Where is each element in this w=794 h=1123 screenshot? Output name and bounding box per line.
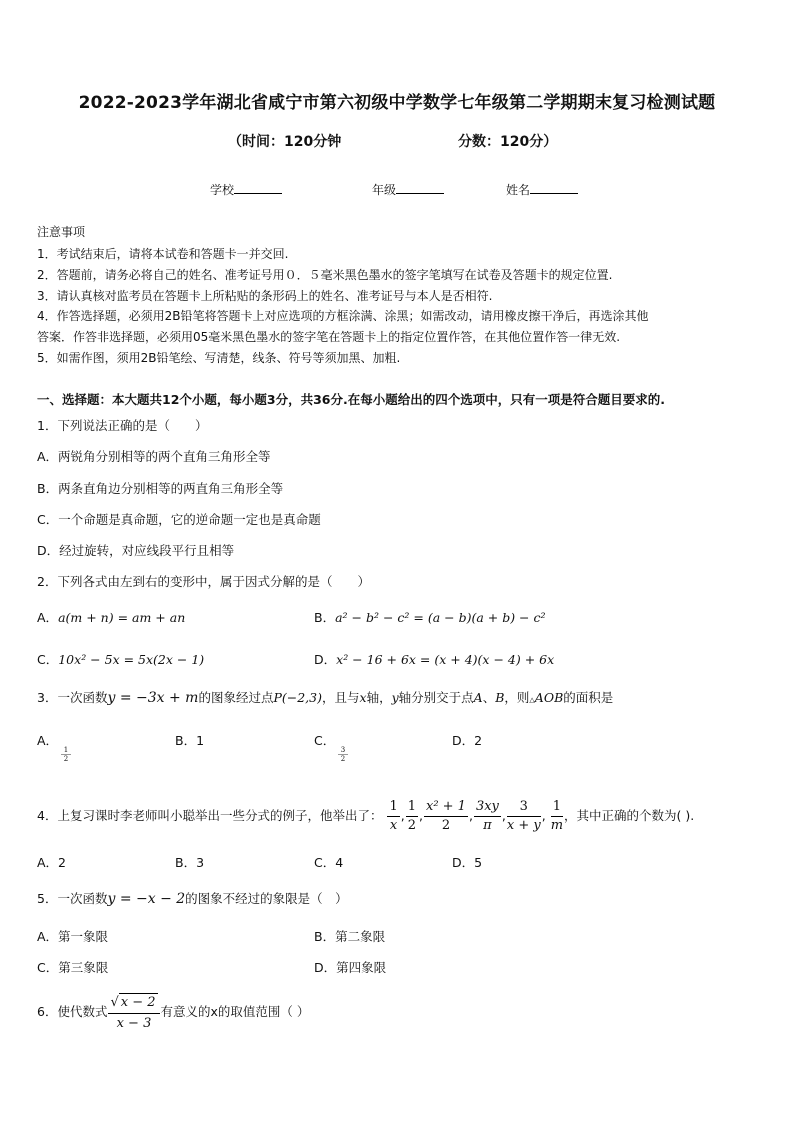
school-label: 学校: [210, 183, 235, 197]
stem-text: 轴，: [366, 690, 392, 705]
fraction-numerator: 1: [551, 799, 563, 817]
question-4-option-a: A．2: [37, 855, 67, 870]
question-4-option-b: B．3: [175, 855, 205, 870]
question-1-option-b: B．两条直角边分别相等的两直角三角形全等: [37, 481, 284, 496]
triangle-name: AOB: [534, 690, 564, 705]
school-blank: [234, 181, 282, 194]
stem-text: ，则: [504, 690, 530, 705]
school-field: [210, 181, 282, 198]
fraction-example: [474, 799, 501, 834]
radical-fraction: [108, 993, 159, 1033]
stem-text: 的面积是: [563, 690, 614, 705]
fraction-numerator: 1: [387, 799, 399, 817]
stem-text: 5．一次函数: [37, 891, 108, 906]
fraction-numerator: [108, 993, 159, 1014]
tiny-fraction-three-halves: [338, 746, 348, 764]
fraction-example: [551, 799, 563, 834]
question-2-stem: 2．下列各式由左到右的变形中，属于因式分解的是（ ）: [37, 574, 370, 589]
question-2-option-a: [37, 608, 185, 626]
question-1-option-c: C．一个命题是真命题，它的逆命题一定也是真命题: [37, 512, 321, 527]
point-expression: P(−2,3): [273, 690, 322, 705]
question-5-option-a: A．第一象限: [37, 929, 109, 944]
point-a: A: [473, 690, 483, 705]
question-4-option-d: D．5: [452, 855, 483, 870]
fraction-numerator: 1: [61, 746, 71, 755]
exam-title: 2022-2023学年湖北省咸宁市第六初级中学数学七年级第二学期期末复习检测试题: [78, 93, 716, 113]
question-4-option-c: C．4: [314, 855, 344, 870]
question-1-option-d: D．经过旋转，对应线段平行且相等: [37, 543, 235, 558]
question-2-option-d: [314, 650, 554, 668]
question-6-stem: [37, 990, 309, 1034]
note-item: 2．答题前，请务必将自己的姓名、准考证号用０．５毫米黑色墨水的签字笔填写在试卷及答题卡的规定位置.: [37, 268, 613, 282]
var-y: y: [391, 690, 399, 705]
grade-blank: [396, 181, 444, 194]
function-expression: y = −3x + m: [107, 690, 199, 706]
note-item: 答案．作答非选择题，必须用05毫米黑色墨水的签字笔在答题卡上的指定位置作答，在其他位置作答一律无效.: [37, 330, 621, 344]
name-blank: [530, 181, 578, 194]
question-3-option-a: A．: [37, 733, 59, 748]
var-x: x: [359, 690, 367, 705]
question-1-option-a: A．两锐角分别相等的两个直角三角形全等: [37, 449, 271, 464]
option-letter: A．: [37, 610, 59, 625]
fraction-numerator: x² + 1: [424, 799, 468, 817]
fraction-example: [424, 799, 468, 834]
section-heading: 一、选择题：本大题共12个小题，每小题3分，共36分.在每小题给出的四个选项中，只有一项是符合题目要求的.: [37, 392, 665, 407]
question-4-stem: 4．上复习课时李老师叫小聪举出一些分式的例子，他举出了： $\frac{1}{x}$ , $\frac{1}{2}$ , $\frac{\text{x² + 1}}{2}$ , $\frac{3xy}{\pi}$ , $\frac{3}{x + y}$ , $\frac{1}{m}$ ，其中正确的个数为( ).: [37, 799, 695, 833]
fraction-numerator: 3xy: [474, 799, 501, 817]
point-b: B: [495, 690, 505, 705]
stem-text: 的图象经过点: [198, 690, 274, 705]
question-3-option-c: C．: [314, 733, 336, 748]
option-expression: 10x² − 5x = 5x(2x − 1): [58, 652, 205, 667]
fraction-example: [507, 799, 541, 834]
time-label: （时间：120分钟: [228, 134, 342, 150]
note-item: 3．请认真核对监考员在答题卡上所粘贴的条形码上的姓名、准考证号与本人是否相符.: [37, 289, 493, 303]
fraction-denominator: 2: [340, 755, 346, 763]
triangle-symbol: △: [529, 696, 535, 704]
question-5-option-d: D．第四象限: [314, 960, 387, 975]
option-expression: a(m + n) = am + an: [58, 610, 186, 625]
fraction-denominator: π: [483, 818, 492, 833]
grade-field: [372, 181, 444, 198]
stem-text: 6．使代数式: [37, 1004, 108, 1019]
fraction-denominator: x − 3: [116, 1015, 152, 1031]
stem-text: 3．一次函数: [37, 690, 108, 705]
fraction-numerator: 1: [406, 799, 418, 817]
option-letter: C．: [37, 652, 59, 667]
stem-text: ，其中正确的个数为( ).: [564, 808, 695, 823]
question-3-option-b: B．1: [175, 733, 205, 748]
question-5-option-b: B．第二象限: [314, 929, 386, 944]
option-letter: D．: [314, 652, 337, 667]
question-1-stem: 1．下列说法正确的是（ ）: [37, 418, 208, 433]
option-expression: a² − b² − c² = (a − b)(a + b) − c²: [335, 610, 546, 625]
option-letter: B．: [314, 610, 336, 625]
stem-text: 、: [482, 690, 496, 705]
fraction-denominator: 2: [441, 818, 451, 833]
notes-heading: 注意事项: [37, 225, 86, 239]
fraction-denominator: 2: [407, 818, 416, 833]
question-2-option-c: [37, 650, 204, 668]
note-item: 1．考试结束后，请将本试卷和答题卡一并交回.: [37, 247, 289, 261]
fraction-denominator: m: [550, 818, 564, 833]
option-expression: x² − 16 + 6x = (x + 4)(x − 4) + 6x: [336, 652, 555, 667]
fraction-denominator: 2: [63, 755, 69, 763]
fraction-numerator: 3: [507, 799, 541, 817]
stem-text: ，且与: [321, 690, 360, 705]
score-label: 分数：120分）: [458, 134, 558, 150]
note-item: 5．如需作图，须用2B铅笔绘、写清楚，线条、符号等须加黑、加粗.: [37, 351, 401, 365]
note-item: 4．作答选择题，必须用2B铅笔将答题卡上对应选项的方框涂满、涂黑；如需改动，请用橡皮擦干净后，再选涂其他: [37, 309, 649, 323]
fraction-numerator: 3: [338, 746, 348, 755]
stem-text: 有意义的x的取值范围（ ）: [160, 1004, 310, 1019]
question-3-stem: [37, 688, 613, 706]
question-2-option-b: [314, 608, 546, 626]
question-3-option-d: D．2: [452, 733, 483, 748]
stem-text: 4．上复习课时李老师叫小聪举出一些分式的例子，他举出了：: [37, 808, 383, 823]
question-5-stem: [37, 889, 348, 907]
grade-label: 年级: [372, 183, 397, 197]
tiny-fraction-half: [61, 746, 71, 764]
stem-text: 的图象不经过的象限是（ ）: [185, 891, 348, 906]
radicand: x − 2: [120, 994, 156, 1010]
name-label: 姓名: [506, 183, 531, 197]
fraction-denominator: x + y: [506, 818, 541, 833]
stem-text: 轴分别交于点: [398, 690, 474, 705]
name-field: [506, 181, 578, 198]
fraction-example: [406, 799, 418, 834]
function-expression: y = −x − 2: [107, 891, 186, 907]
fraction-example: [387, 799, 399, 834]
question-5-option-c: C．第三象限: [37, 960, 109, 975]
radical-sign: √: [110, 994, 119, 1010]
fraction-denominator: x: [389, 818, 398, 833]
